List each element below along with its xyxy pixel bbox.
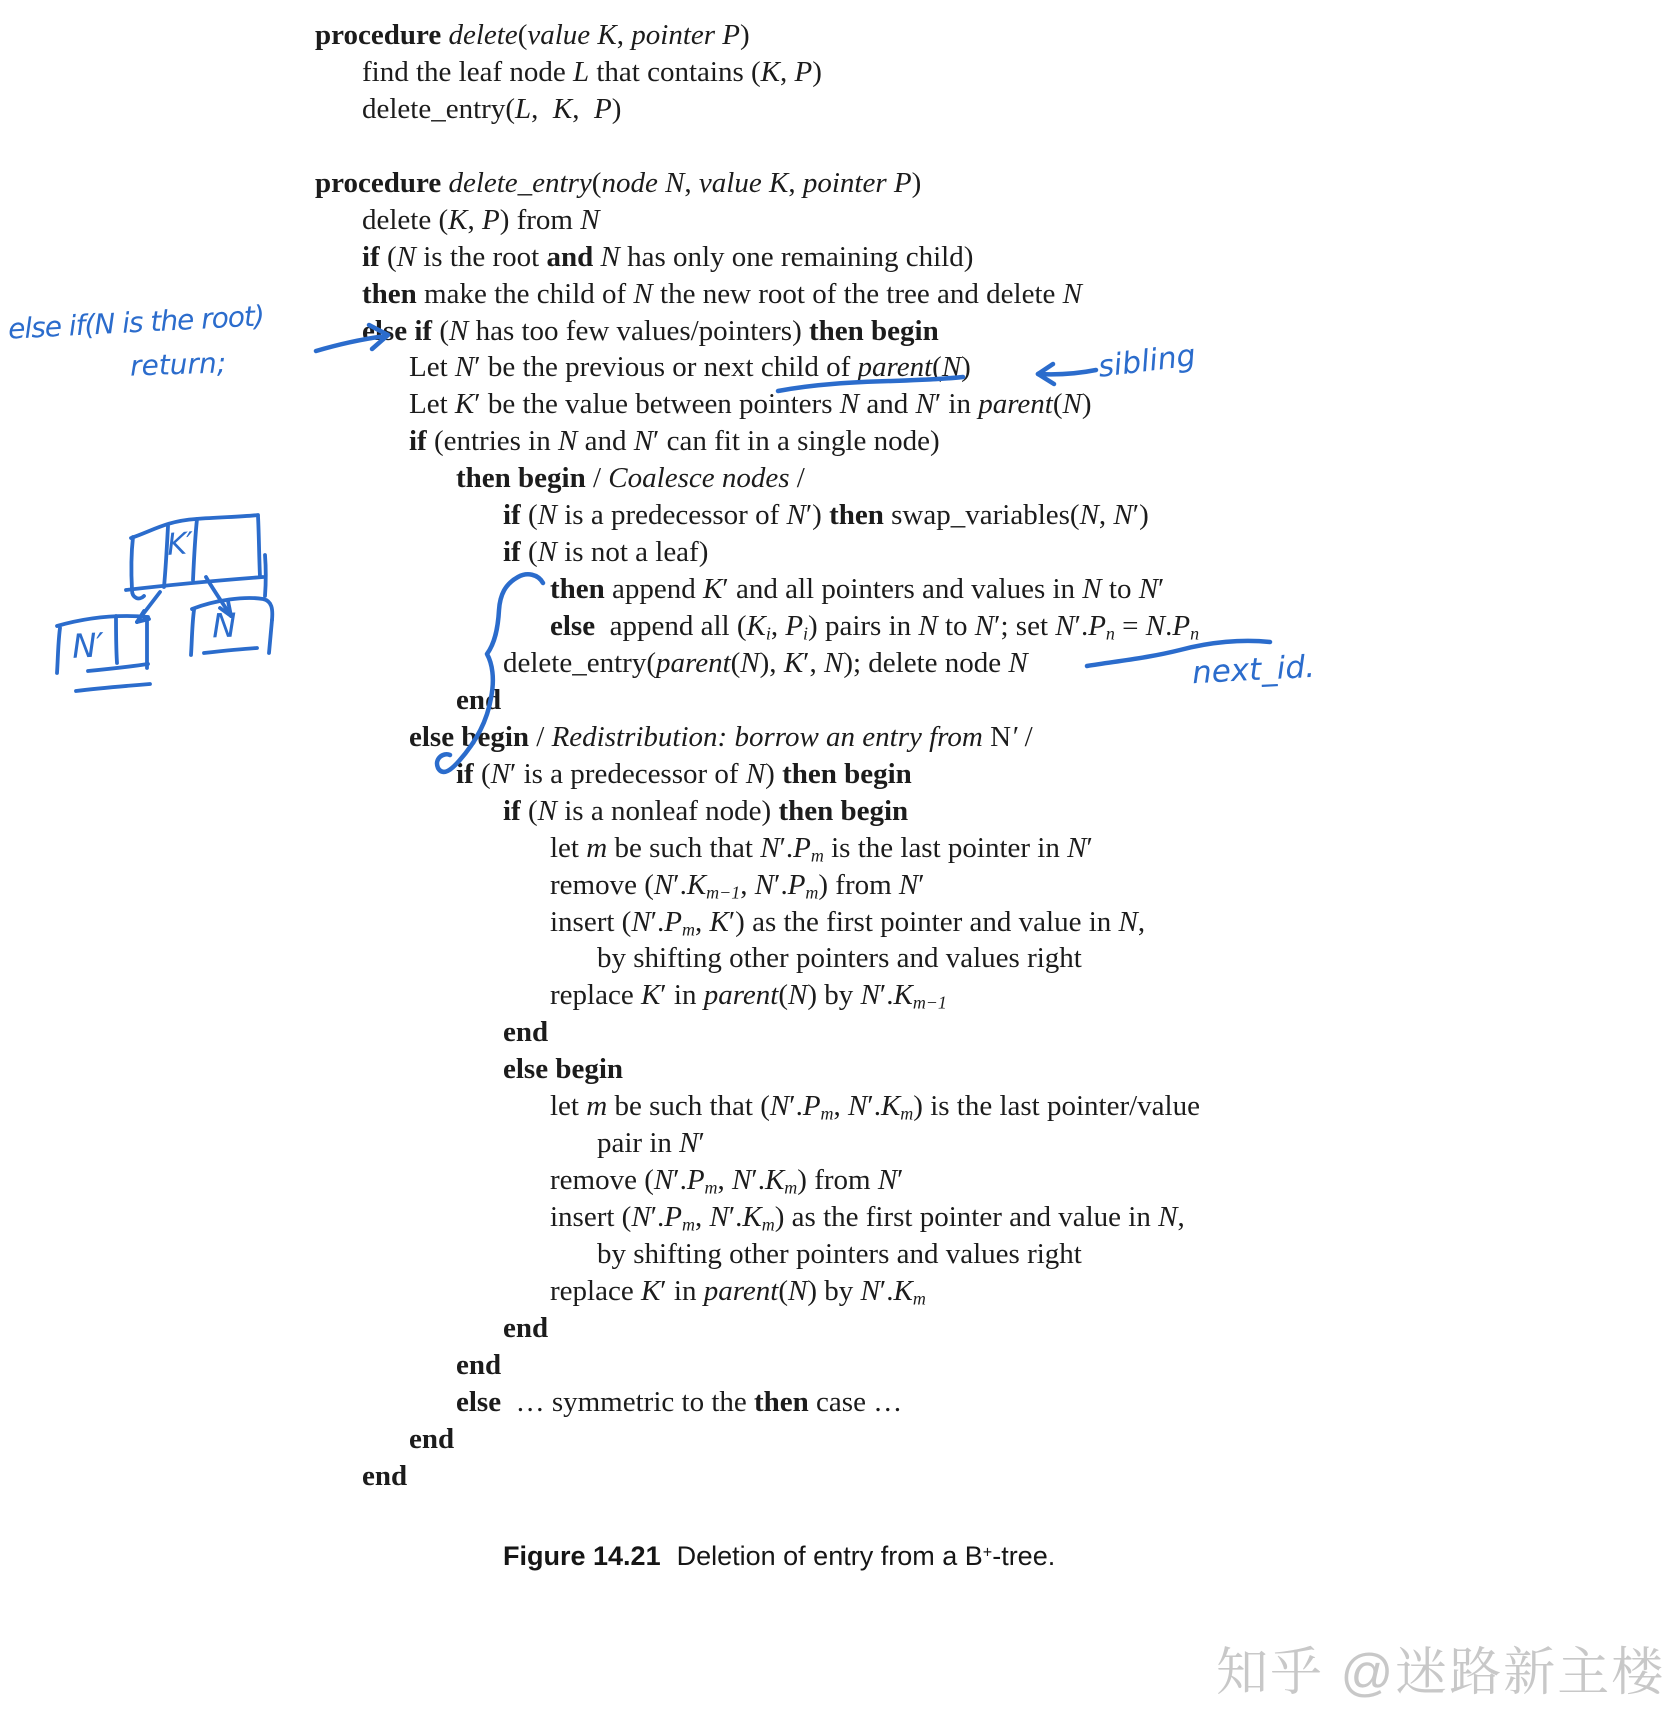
sketch-label-kprime: K′: [165, 526, 195, 563]
code-line: insert ($N'.P_m$, K′) as the first pointer and value in N,: [550, 905, 1146, 939]
code-line: replace K′ in parent(N) by $N'.K_m$: [550, 1274, 926, 1309]
code-line: procedure delete_entry(node N, value K, pointer P): [315, 166, 922, 199]
figure-caption: [488, 1510, 1055, 1572]
code-line: delete_entry(L, K, P): [362, 92, 622, 125]
code-line: pair in N′: [597, 1127, 705, 1160]
code-line: delete_entry(parent(N), K′, N); delete node N: [503, 646, 1028, 679]
handwritten-next-id-note: next_id.: [1191, 648, 1316, 692]
code-line: let m be such that $N'.P_m$ is the last pointer in N′: [550, 831, 1093, 866]
code-line: if (N is a predecessor of N′) then swap_variables(N, N′): [503, 499, 1149, 532]
code-line: end: [503, 1311, 549, 1344]
code-line: Let K′ be the value between pointers N and N′ in parent(N): [409, 388, 1092, 421]
handwritten-return-note: return;: [129, 346, 227, 383]
figure-caption-label: Figure 14.21: [503, 1541, 661, 1571]
sketch-label-n: N: [211, 605, 238, 646]
code-line: then append K′ and all pointers and values in N to N′: [550, 573, 1165, 606]
code-line: procedure delete(value K, pointer P): [315, 19, 750, 51]
code-line: let m be such that ($N'.P_m$, $N'.K_m$) is the last pointer/value: [550, 1090, 1200, 1124]
code-line: end: [503, 1016, 549, 1049]
watermark: 知乎 @迷路新主楼: [1216, 1644, 1666, 1702]
code-line: if (entries in N and N′ can fit in a single node): [409, 425, 940, 458]
code-line: if (N is the root and N has only one remaining child): [362, 240, 974, 273]
code-line: [315, 128, 1200, 165]
code-line: else begin / Redistribution: borrow an entry from N′ /: [409, 720, 1033, 753]
code-line: else append all ($K_i$, $P_i$) pairs in N to N′; set $N'.P_n = N.P_n$: [550, 610, 1200, 644]
code-line: if (N′ is a predecessor of N) then begin: [456, 757, 912, 790]
code-line: replace K′ in parent(N) by $N'.K_{m-1}$: [550, 979, 947, 1013]
code-line: Let N′ be the previous or next child of parent(N): [409, 351, 971, 384]
code-line: find the leaf node L that contains (K, P): [362, 55, 822, 88]
code-line: remove ($N'.K_{m-1}$, $N'.P_m$) from N′: [550, 868, 925, 903]
code-line: end: [456, 683, 502, 716]
code-line: then make the child of N the new root of the tree and delete N: [362, 277, 1082, 310]
sketch-label-nprime: N′: [71, 625, 106, 666]
code-line: then begin / Coalesce nodes /: [456, 462, 805, 495]
code-line: if (N is not a leaf): [503, 536, 709, 569]
code-line: end: [362, 1459, 408, 1492]
code-line: insert ($N'.P_m$, $N'.K_m$) as the first pointer and value in N,: [550, 1201, 1185, 1235]
handwritten-sibling-note: sibling: [1096, 338, 1198, 385]
code-line: if (N is a nonleaf node) then begin: [503, 794, 909, 827]
code-line: remove ($N'.P_m$, $N'.K_m$) from N′: [550, 1164, 904, 1198]
figure-caption-text: Deletion of entry from a B+-tree.: [676, 1541, 1056, 1571]
code-line: by shifting other pointers and values right: [597, 942, 1082, 975]
pseudocode-block: [315, 17, 1200, 1495]
code-line: else begin: [503, 1053, 624, 1086]
code-line: by shifting other pointers and values right: [597, 1237, 1082, 1270]
code-line: end: [456, 1348, 502, 1381]
code-line: else if (N has too few values/pointers) then begin: [362, 314, 939, 347]
code-line: else … symmetric to the then case …: [456, 1385, 903, 1418]
handwritten-else-if-note: else if(N is the root): [7, 299, 265, 346]
code-line: delete (K, P) from N: [362, 203, 600, 236]
code-line: end: [409, 1422, 455, 1455]
